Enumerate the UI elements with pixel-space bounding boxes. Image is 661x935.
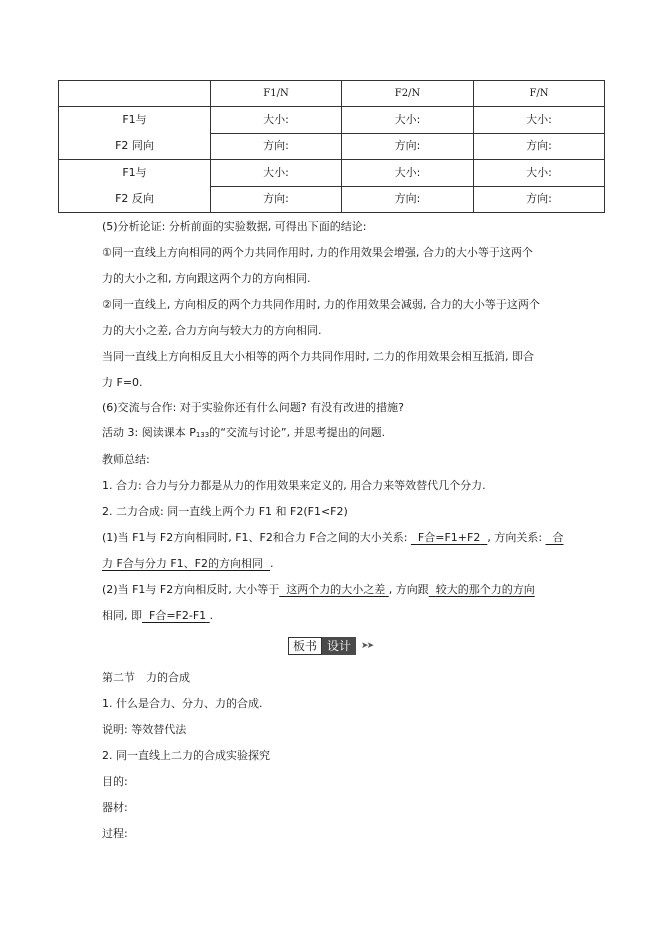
activity-3-text-b: 的“交流与讨论”, 并思考提出的问题. — [209, 426, 386, 439]
outline-process: 过程: — [102, 827, 128, 840]
conclusion-1-line-2: 力的大小之和, 方向跟这两个力的方向相同. — [102, 272, 311, 285]
table-header-f: F/N — [474, 81, 605, 107]
table-cell-direction: 方向: — [342, 186, 474, 213]
outline-item-1: 1. 什么是合力、分力、力的合成. — [102, 697, 263, 710]
conclusion-2-line-1: ②同一直线上, 方向相反的两个力共同作用时, 力的作用效果会减弱, 合力的大小等于这两个 — [102, 298, 540, 311]
answer-text: F合=F1+F2 — [417, 531, 481, 544]
row-head-label: F1与 — [122, 166, 147, 179]
outline-item-2: 2. 同一直线上二力的合成实验探究 — [102, 749, 270, 762]
row-head-opposite-direction — [59, 160, 211, 213]
rule-opposite-direction-line-1 — [102, 582, 535, 598]
conclusion-2-line-2: 力的大小之差, 合力方向与较大力的方向相同. — [102, 324, 322, 337]
table-cell-direction: 方向: — [474, 133, 605, 160]
rule-same-direction-line-2 — [102, 556, 273, 572]
outline-equipment: 器材: — [102, 801, 128, 814]
table-cell-size: 大小: — [342, 107, 474, 134]
table-cell-direction: 方向: — [474, 186, 605, 213]
table-cell-size: 大小: — [211, 107, 342, 134]
activity-3 — [102, 425, 385, 443]
outline-purpose: 目的: — [102, 775, 128, 788]
table-row — [59, 107, 605, 134]
rule-text: 相同, 即 — [102, 609, 142, 622]
answer-text: 较大的那个力的方向 — [435, 583, 535, 596]
summary-two-force-composition: 2. 二力合成: 同一直线上两个力 F1 和 F2(F1<F2) — [102, 505, 348, 518]
answer-text: 这两个力的大小之差 — [286, 583, 386, 596]
row-head-label: F2 反向 — [115, 192, 154, 205]
answer-blank-tail — [263, 557, 270, 570]
experiment-table — [58, 80, 605, 213]
table-cell-direction: 方向: — [211, 133, 342, 160]
table-cell-size: 大小: — [211, 160, 342, 187]
table-row — [59, 160, 605, 187]
answer-blank — [142, 609, 210, 622]
row-head-label: F2 同向 — [115, 139, 154, 152]
exchange-cooperation: (6)交流与合作: 对于实验你还有什么问题? 有没有改进的措施? — [102, 401, 404, 414]
outline-note: 说明: 等效替代法 — [102, 723, 187, 736]
table-header-row — [59, 81, 605, 107]
table-cell-direction: 方向: — [342, 133, 474, 160]
rule-text: (1)当 F1与 F2方向相同时, F1、F2和合力 F合之间的大小关系: — [102, 531, 408, 544]
rule-same-direction-line-1 — [102, 530, 564, 546]
table-cell-direction: 方向: — [211, 186, 342, 213]
row-head-same-direction — [59, 107, 211, 160]
board-design-banner — [288, 637, 372, 655]
activity-3-text-a: 活动 3: 阅读课本 P — [102, 426, 196, 439]
table-cell-size: 大小: — [474, 160, 605, 187]
conclusion-1-line-1: ①同一直线上方向相同的两个力共同作用时, 力的作用效果会增强, 合力的大小等于这两个 — [102, 246, 533, 259]
rule-text: (2)当 F1与 F2方向相反时, 大小等于 — [102, 583, 280, 596]
answer-blank — [429, 583, 535, 596]
page-number-sub: 133 — [195, 431, 210, 439]
table-header-f1: F1/N — [211, 81, 342, 107]
answer-text: F合=F2-F1 — [149, 609, 207, 622]
answer-text: 合 — [552, 531, 564, 544]
rule-text: . — [209, 609, 214, 622]
table-header-f2: F2/N — [342, 81, 474, 107]
rule-opposite-direction-line-2 — [102, 608, 213, 624]
table-header-empty — [59, 81, 211, 107]
outline-section-title: 第二节 力的合成 — [102, 671, 190, 684]
banner-label-right: 设计 — [322, 637, 356, 655]
rule-text: , 方向关系: — [487, 531, 543, 544]
rule-text: . — [269, 557, 274, 570]
table-cell-size: 大小: — [342, 160, 474, 187]
rule-text: , 方向跟 — [388, 583, 429, 596]
analysis-heading: (5)分析论证: 分析前面的实验数据, 可得出下面的结论: — [102, 220, 367, 233]
answer-blank — [546, 531, 564, 544]
banner-label-left: 板书 — [288, 637, 322, 655]
answer-blank — [279, 583, 389, 596]
double-arrow-icon: ➤➤ — [361, 641, 373, 651]
teacher-summary-heading: 教师总结: — [102, 453, 150, 466]
table-cell-size: 大小: — [474, 107, 605, 134]
summary-resultant-force: 1. 合力: 合力与分力都是从力的作用效果来定义的, 用合力来等效替代几个分力. — [102, 479, 486, 492]
conclusion-3-line-2: 力 F=0. — [102, 376, 143, 389]
row-head-label: F1与 — [122, 113, 147, 126]
answer-blank: 力 F合与分力 F1、F2的方向相同 — [102, 557, 263, 570]
conclusion-3-line-1: 当同一直线上方向相反且大小相等的两个力共同作用时, 二力的作用效果会相互抵消, 即合 — [102, 350, 534, 363]
answer-blank — [411, 531, 487, 544]
